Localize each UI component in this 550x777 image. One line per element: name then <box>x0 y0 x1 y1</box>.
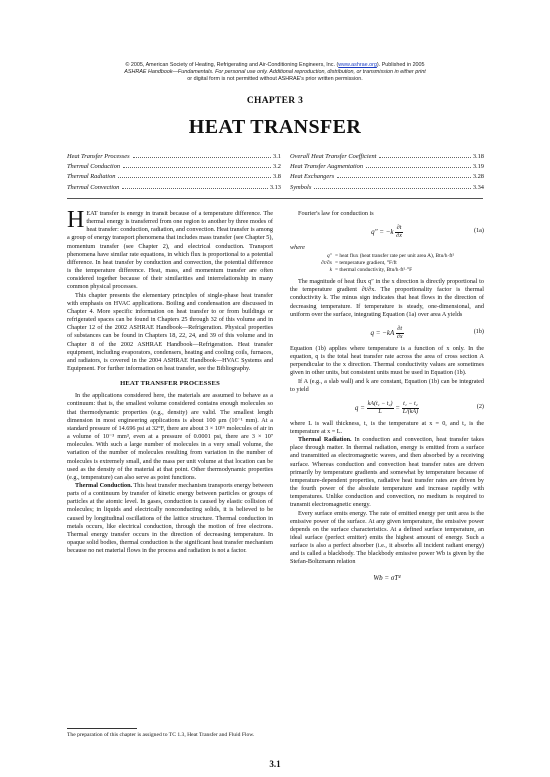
copyright-line-2: ASHRAE Handbook—Fundamentals. For personal use only. Additional reproduction, distribution, or transmission in either print <box>124 69 426 75</box>
definition-item: ∂t/∂x = temperature gradient, °F/ft <box>321 259 397 266</box>
copyright-line-1: © 2005, American Society of Heating, Refrigerating and Air-Conditioning Engineers, Inc. ( <box>125 62 339 68</box>
equation-1a: q″ = −k $\frac{\partial t}{\partial x}$ (1a) <box>371 225 484 240</box>
where-label: where <box>290 244 305 252</box>
toc-entry[interactable]: Heat Transfer Augmentation 3.19 <box>290 163 484 171</box>
intro-paragraph: HEAT transfer is energy in transit because of a temperature difference. The thermal energy is transferred from one region to another by three modes of heat transfer: conduction, radiation, and convection. Heat transfer is among a group of energy transport phenomena that includes mass transfer (see Chapter 5), momentum transfer (see Chapter 2), and electrical conduction. Transport phenomena have similar rate equations, in which flux is proportional to a potential difference. In heat transfer by conduction and convection, the potential difference is the temperature difference. Heat, mass, and momentum transfer are often considered together because of their similarities and interrelationship in many common physical processes. <box>67 207 273 291</box>
paragraph: This chapter presents the elementary principles of single-phase heat transfer with emphasis on HVAC applications. Boiling and condensation are discussed in Chapter 4. More specific information on heat transfer to or from buildings or refrigerated spaces can be found in Chapters 25 through 32 of this volume and in Chapter 12 of the 2002 ASHRAE Handbook—Refrigeration. Physical properties of substances can be found in Chapters 18, 22, 24, and 39 of this volume and in Chapter 8 of the 2002 ASHRAE Handbook—Refrigeration. Heat transfer equipment, including evaporators, condensers, heating and cooling coils, furnaces, and radiators, is covered in the 2004 ASHRAE Handbook—HVAC Systems and Equipment. For further information on heat transfer, see the Bibliography. <box>67 291 273 372</box>
toc-entry[interactable]: Thermal Radiation 3.8 <box>67 173 281 181</box>
toc-entry[interactable]: Heat Transfer Processes 3.1 <box>67 153 281 160</box>
paragraph: If A (e.g., a slab wall) and k are constant, Equation (1b) can be integrated to yield <box>290 377 484 393</box>
toc-entry[interactable]: Symbols 3.34 <box>290 183 484 191</box>
ashrae-link[interactable]: www.ashrae.org <box>338 62 377 68</box>
left-column <box>67 207 273 555</box>
copyright-line-3: or digital form is not permitted without ASHRAE's prior written permission. <box>187 76 363 82</box>
paragraph: In the applications considered here, the materials are assumed to behave as a continuum: that is, the smallest volume considered contains enough molecules so that thermodynamic properties (e.g., density) are valid. The smallest length dimension in most engineering applications is about 100 μm (10⁻¹ mm). At a standard pressure of 14.696 psi at 32°F, there are about 3 × 10¹⁶ molecules of air in a volume of 10⁻³ mm³, even at a pressure of 0.0001 psi, there are 3 × 10⁷ molecules. With such a large number of molecules in a very small volume, the variation of the number of molecules resulting from variation in the number of molecules is extremely small, and the mass per unit volume at that location can be used as the density of the material at that point. Other thermodynamic properties (e.g., temperature) can also serve as point functions. <box>67 392 273 481</box>
paragraph: Thermal Radiation. In conduction and convection, heat transfer takes place through matter. In thermal radiation, energy is emitted from a surface and transmitted as electromagnetic waves, and then absorbed by a receiving surface. Whereas conduction and convection heat transfer rates are driven primarily by temperature gradients and somewhat by temperature because of temperature-dependent properties, radiative heat transfer rates are driven by the fourth power of the absolute temperature and increase rapidly with temperatures. Unlike conduction and convection, no medium is required to transmit electromagnetic energy. <box>290 436 484 509</box>
page-number: 3.1 <box>269 759 281 769</box>
equation-2: q = $\frac{\text{kA(t₁ − t₂)}}{L}$ = $\frac{\text{t₁ − t₂}}{L/(kA)}$ (2) <box>354 400 484 415</box>
toc-divider <box>67 198 483 199</box>
paragraph: The magnitude of heat flux q″ in the x direction is directly proportional to the temperature gradient ∂t/∂x. The proportionality factor is thermal conductivity k. The minus sign indicates that heat flows in the direction of decreasing temperature. If temperature is steady, one-dimensional, and uniform over the surface, integrating Equation (1a) over area A yields <box>290 278 484 318</box>
definition-item: q″ = heat flux (heat transfer rate per unit area A), Btu/h·ft² <box>327 253 455 260</box>
toc-right <box>290 152 484 193</box>
toc-entry[interactable]: Heat Exchangers 3.28 <box>290 173 484 181</box>
paragraph: Every surface emits energy. The rate of emitted energy per unit area is the emissive power of the surface. At any given temperature, the emissive power depends on the surface characteristics. At a defined surface temperature, an ideal surface (perfect emitter) emits the highest amount of energy. Such a surface is also a perfect absorber (i.e., it absorbs all incident radiant energy) and is called a blackbody. The blackbody emissive power Wb is given by the Stefan-Boltzmann relation <box>290 509 484 566</box>
footnote-divider <box>67 728 137 729</box>
right-column <box>290 210 484 587</box>
copyright-line-1-end: ). Published in 2005 <box>376 62 425 68</box>
copyright-notice <box>50 62 500 83</box>
equation-3: Wb = σT⁴ <box>373 573 401 582</box>
toc-entry[interactable]: Thermal Conduction 3.2 <box>67 163 281 171</box>
paragraph: Thermal Conduction. This heat transfer mechanism transports energy between parts of a continuum by transfer of kinetic energy between particles or groups of particles at the atomic level. In gases, conduction is caused by elastic collision of molecules; in liquids and electrically nonconducting solids, it is believed to be caused by longitudinal oscillations of the lattice structure. Thermal conduction in metals occurs, like electrical conduction, through the motion of free electrons. Thermal energy transfer occurs in the direction of decreasing temperature. In opaque solid bodies, thermal conduction is the significant heat transfer mechanism because no net material flows in the process and radiation is not a factor. <box>67 482 273 555</box>
drop-cap: H <box>67 207 85 233</box>
toc-left <box>67 152 281 193</box>
paragraph: Fourier's law for conduction is <box>298 210 374 217</box>
section-heading: HEAT TRANSFER PROCESSES <box>120 380 220 388</box>
chapter-label: CHAPTER 3 <box>246 96 304 106</box>
footnote: The preparation of this chapter is assigned to TC 1.3, Heat Transfer and Fluid Flow. <box>67 732 255 738</box>
paragraph: Equation (1b) applies where temperature is a function of x only. In the equation, q is the total heat transfer rate across the area of cross section A perpendicular to the x direction. Thermal conductivity values are sometimes given in other units, but consistent units must be used in Equation (1b). <box>290 344 484 377</box>
definition-item: k = thermal conductivity, Btu/h·ft²·°F <box>329 266 413 273</box>
paragraph: where L is wall thickness, t₁ is the temperature at x = 0, and t₂ is the temperature at x = L. <box>290 419 484 435</box>
toc-entry[interactable]: Thermal Convection 3.13 <box>67 183 281 191</box>
toc-entry[interactable]: Overall Heat Transfer Coefficient 3.18 <box>290 153 484 160</box>
equation-1b: q = −kA $\frac{\partial t}{\partial x}$ (1b) <box>370 325 484 340</box>
chapter-title: HEAT TRANSFER <box>188 116 362 138</box>
definition-list <box>290 253 484 273</box>
